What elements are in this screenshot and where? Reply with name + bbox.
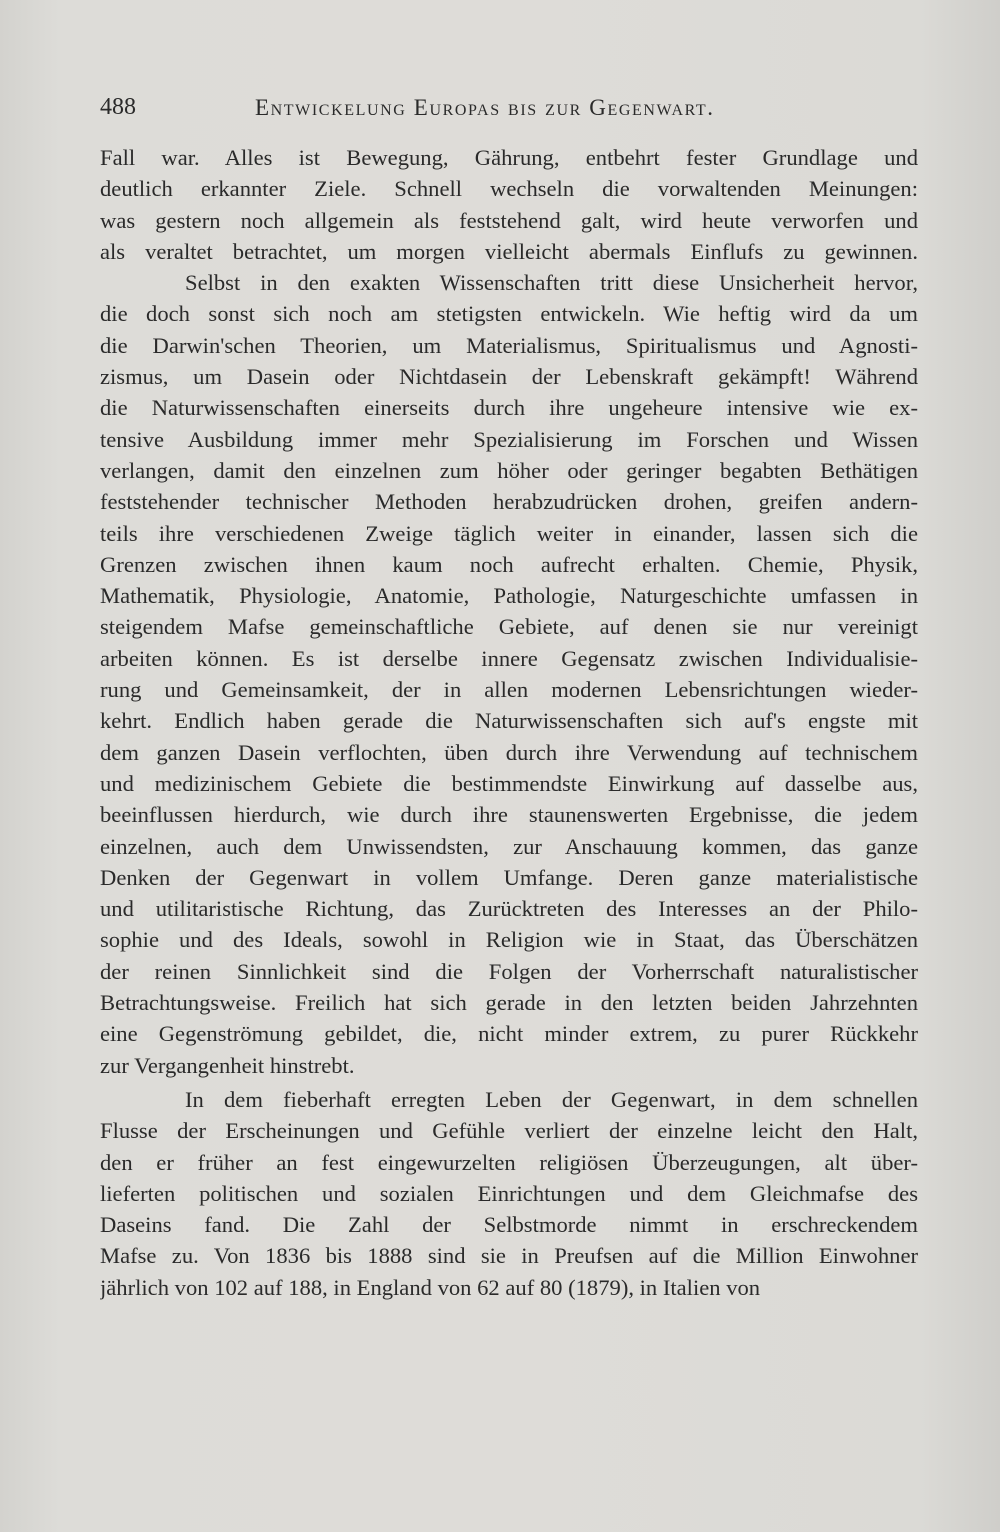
text-line: die Darwin'schen Theorien, um Materialismus, Spiritualismus und Agnosti-	[100, 332, 918, 358]
text-line: die Naturwissenschaften einerseits durch ihre ungeheure intensive wie ex-	[100, 395, 918, 421]
text-line: Selbst in den exakten Wissenschaften tritt diese Unsicherheit hervor,	[185, 270, 918, 296]
text-line: Mathematik, Physiologie, Anatomie, Pathologie, Naturgeschichte umfassen in	[100, 583, 918, 609]
running-title: Entwickelung Europas bis zur Gegenwart.	[255, 95, 715, 120]
text-line: eine Gegenströmung gebildet, die, nicht minder extrem, zu purer Rückkehr	[100, 1021, 918, 1047]
text-line: Daseins fand. Die Zahl der Selbstmorde nimmt in erschreckendem	[100, 1212, 918, 1238]
text-line: beeinflussen hierdurch, wie durch ihre staunenswerten Ergebnisse, die jedem	[100, 802, 918, 828]
text-line: In dem fieberhaft erregten Leben der Gegenwart, in dem schnellen	[185, 1086, 918, 1112]
text-line: dem ganzen Dasein verflochten, üben durch ihre Verwendung auf technischem	[100, 739, 918, 765]
text-line: Fall war. Alles ist Bewegung, Gährung, entbehrt fester Grundlage und	[100, 145, 918, 170]
text-line: zur Vergangenheit hinstrebt.	[100, 1052, 355, 1078]
text-line: den er früher an fest eingewurzelten religiösen Überzeugungen, alt über-	[100, 1149, 918, 1175]
text-line: zismus, um Dasein oder Nichtdasein der Lebenskraft gekämpft! Während	[100, 364, 918, 390]
text-line: einzelnen, auch dem Unwissendsten, zur Anschauung kommen, das ganze	[100, 833, 918, 859]
text-line: was gestern noch allgemein als feststehend galt, wird heute verworfen und	[100, 207, 918, 233]
page-header	[100, 92, 790, 132]
page-number: 488	[100, 94, 136, 120]
text-line: Grenzen zwischen ihnen kaum noch aufrecht erhalten. Chemie, Physik,	[100, 551, 918, 577]
text-line: steigendem Mafse gemeinschaftliche Gebiete, auf denen sie nur vereinigt	[100, 614, 918, 640]
text-line: lieferten politischen und sozialen Einrichtungen und dem Gleichmafse des	[100, 1180, 918, 1206]
text-line: feststehender technischer Methoden herabzudrücken drohen, greifen andern-	[100, 489, 918, 515]
text-line: deutlich erkannter Ziele. Schnell wechseln die vorwaltenden Meinungen:	[100, 176, 918, 202]
text-line: Denken der Gegenwart in vollem Umfange. Deren ganze materialistische	[100, 864, 918, 890]
paragraph	[100, 267, 918, 1081]
text-line: rung und Gemeinsamkeit, der in allen modernen Lebensrichtungen wieder-	[100, 677, 918, 703]
text-line: arbeiten können. Es ist derselbe innere Gegensatz zwischen Individualisie-	[100, 645, 918, 671]
text-line: kehrt. Endlich haben gerade die Naturwissenschaften sich auf's engste mit	[100, 708, 918, 734]
text-line: Flusse der Erscheinungen und Gefühle verliert der einzelne leicht den Halt,	[100, 1118, 918, 1144]
text-line: Betrachtungsweise. Freilich hat sich gerade in den letzten beiden Jahrzehnten	[100, 990, 918, 1016]
text-line: jährlich von 102 auf 188, in England von 62 auf 80 (1879), in Italien von	[100, 1274, 761, 1300]
text-line: Mafse zu. Von 1836 bis 1888 sind sie in Preufsen auf die Million Einwohner	[100, 1243, 918, 1269]
text-line: tensive Ausbildung immer mehr Spezialisierung im Forschen und Wissen	[100, 426, 918, 452]
text-line: und medizinischem Gebiete die bestimmendste Einwirkung auf dasselbe aus,	[100, 770, 918, 796]
text-line: sophie und des Ideals, sowohl in Religion wie in Staat, das Überschätzen	[100, 927, 918, 953]
text-line: und utilitaristische Richtung, das Zurücktreten des Interesses an der Philo-	[100, 896, 918, 922]
body-text	[100, 142, 918, 1303]
text-line: der reinen Sinnlichkeit sind die Folgen der Vorherrschaft naturalistischer	[100, 958, 918, 984]
text-line: teils ihre verschiedenen Zweige täglich weiter in einander, lassen sich die	[100, 520, 918, 546]
text-line: die doch sonst sich noch am stetigsten entwickeln. Wie heftig wird da um	[100, 301, 918, 327]
paragraph	[100, 142, 918, 267]
text-line: als veraltet betrachtet, um morgen vielleicht abermals Einflufs zu gewinnen.	[100, 238, 918, 264]
text-line: verlangen, damit den einzelnen zum höher oder geringer begabten Bethätigen	[100, 457, 918, 483]
paragraph	[100, 1084, 918, 1303]
